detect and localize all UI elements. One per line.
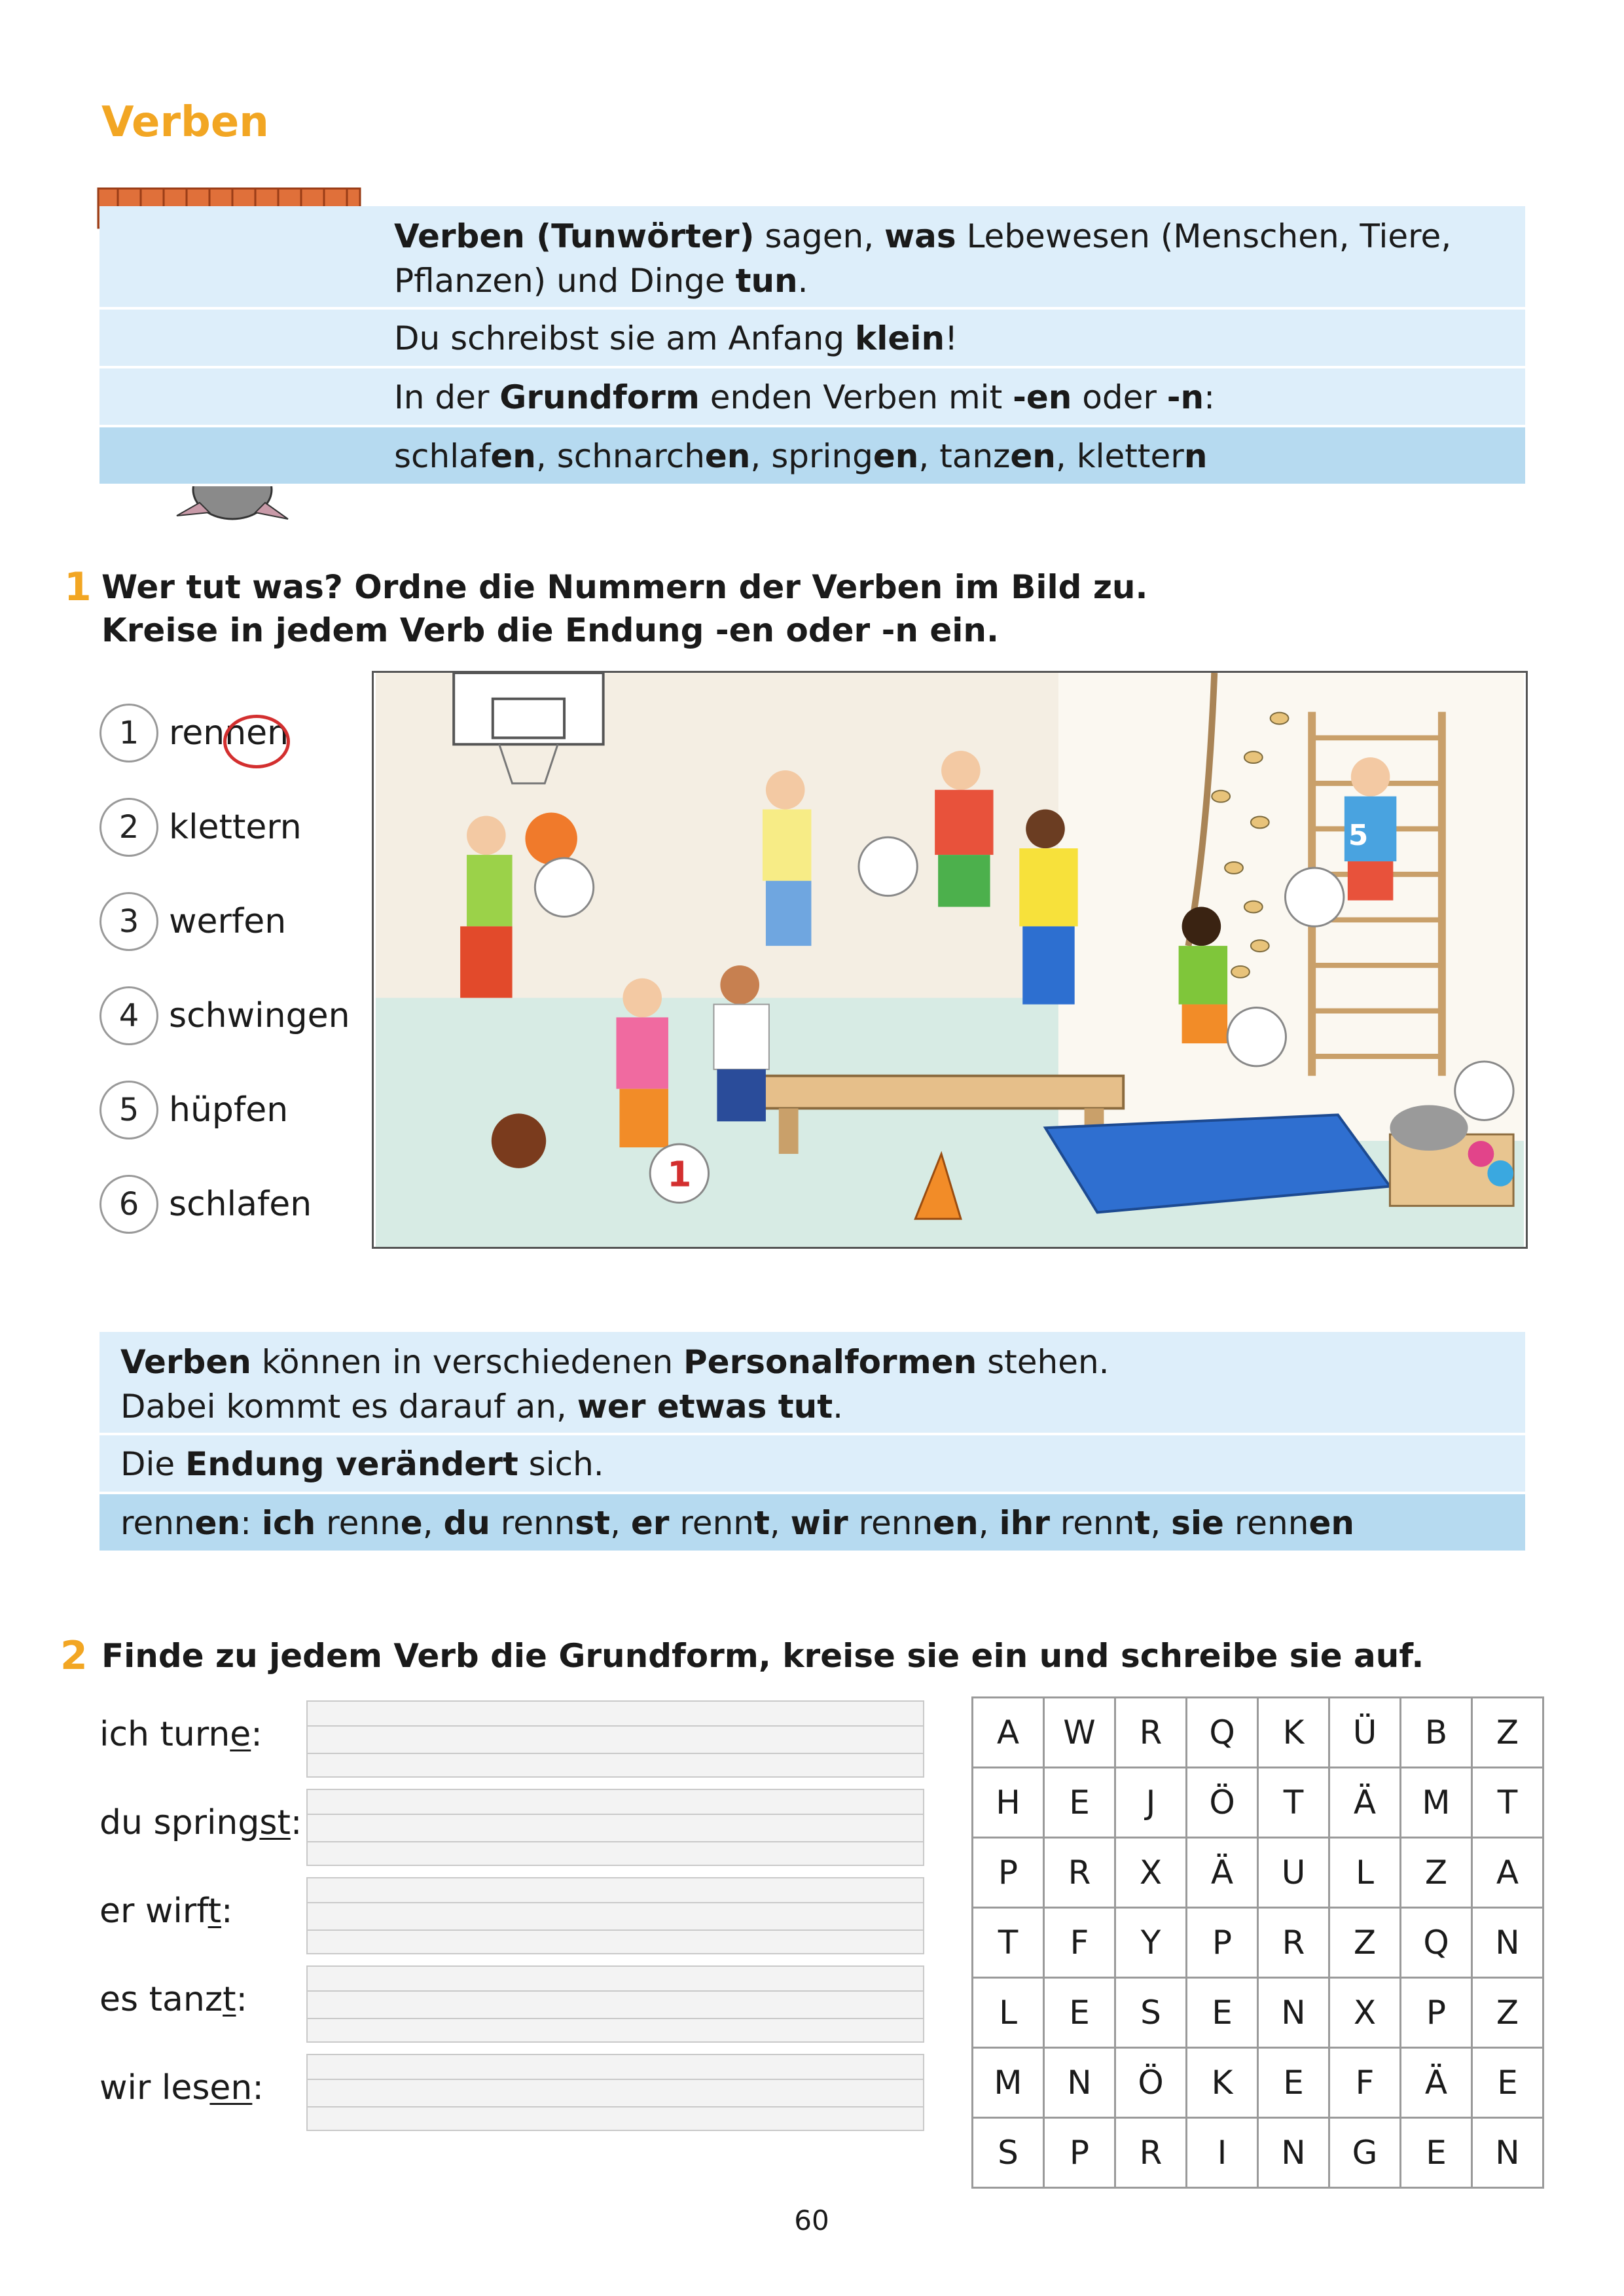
- verb-item: [99, 1081, 374, 1143]
- grid-cell[interactable]: E: [1472, 2048, 1543, 2118]
- grid-cell[interactable]: N: [1472, 1908, 1543, 1978]
- grid-cell[interactable]: H: [973, 1768, 1044, 1838]
- verb-prompt: ich turne:: [99, 1715, 262, 1754]
- grid-cell[interactable]: R: [1258, 1908, 1329, 1978]
- answer-marker: 1: [667, 1153, 692, 1195]
- grid-cell[interactable]: Q: [1401, 1908, 1472, 1978]
- verb-label[interactable]: klettern: [169, 808, 302, 847]
- grid-cell[interactable]: Q: [1187, 1698, 1258, 1768]
- verb-prompt: er wirft:: [99, 1892, 233, 1931]
- verb-item: [99, 892, 374, 955]
- grid-cell[interactable]: L: [1329, 1838, 1401, 1908]
- grid-cell[interactable]: E: [1044, 1978, 1115, 2048]
- verb-label[interactable]: werfen: [169, 902, 287, 941]
- info-row: Verben (Tunwörter) sagen, was Lebewesen (Menschen, Tiere, Pflanzen) und Dinge tun.: [99, 206, 1525, 310]
- grid-cell[interactable]: I: [1187, 2118, 1258, 2188]
- shirt-number: 5: [1348, 819, 1369, 853]
- info-row-conjugation: rennen: ich renne, du rennst, er rennt, wir rennen, ihr rennt, sie rennen: [99, 1494, 1525, 1553]
- grid-cell[interactable]: U: [1258, 1838, 1329, 1908]
- info-row: Verben können in verschiedenen Personalformen stehen. Dabei kommt es darauf an, wer etwas tut.: [99, 1332, 1525, 1435]
- verb-number-circle[interactable]: 4: [99, 986, 158, 1045]
- grid-cell[interactable]: Ö: [1115, 2048, 1187, 2118]
- grid-cell[interactable]: N: [1044, 2048, 1115, 2118]
- grid-cell[interactable]: W: [1044, 1698, 1115, 1768]
- grid-cell[interactable]: P: [1044, 2118, 1115, 2188]
- info-row-examples: schlafen, schnarchen, springen, tanzen, klettern: [99, 427, 1525, 486]
- grid-cell[interactable]: X: [1115, 1838, 1187, 1908]
- grid-row: [973, 2118, 1543, 2188]
- grid-cell[interactable]: X: [1329, 1978, 1401, 2048]
- verb-label[interactable]: schlafen: [169, 1185, 312, 1224]
- grid-cell[interactable]: Z: [1401, 1838, 1472, 1908]
- grid-cell[interactable]: Ü: [1329, 1698, 1401, 1768]
- grid-cell[interactable]: Ä: [1401, 2048, 1472, 2118]
- verb-number-circle[interactable]: 2: [99, 798, 158, 857]
- answer-line[interactable]: [306, 1877, 924, 1954]
- verb-label[interactable]: schwingen: [169, 996, 350, 1035]
- grid-cell[interactable]: P: [1401, 1978, 1472, 2048]
- grid-cell[interactable]: A: [973, 1698, 1044, 1768]
- page-title: Verben: [101, 98, 269, 147]
- grid-row: [973, 1978, 1543, 2048]
- grid-cell[interactable]: Z: [1472, 1978, 1543, 2048]
- grid-row: [973, 1838, 1543, 1908]
- verb-item: [99, 986, 374, 1049]
- grid-cell[interactable]: M: [973, 2048, 1044, 2118]
- grid-cell[interactable]: Ä: [1187, 1838, 1258, 1908]
- answer-line[interactable]: [306, 1789, 924, 1866]
- task-instruction: Wer tut was? Ordne die Nummern der Verben im Bild zu. Kreise in jedem Verb die Endung -en oder -n ein.: [101, 568, 1148, 649]
- answer-circle[interactable]: [1455, 1062, 1513, 1120]
- verb-number-circle[interactable]: 6: [99, 1175, 158, 1234]
- grid-cell[interactable]: Y: [1115, 1908, 1187, 1978]
- grid-cell[interactable]: F: [1044, 1908, 1115, 1978]
- ending-ring: [223, 715, 290, 768]
- verb-number-circle[interactable]: 3: [99, 892, 158, 951]
- gym-scene-illustration: [372, 671, 1528, 1249]
- grid-cell[interactable]: Ä: [1329, 1768, 1401, 1838]
- grid-cell[interactable]: N: [1472, 2118, 1543, 2188]
- page-number: 60: [794, 2204, 829, 2236]
- grid-cell[interactable]: N: [1258, 2118, 1329, 2188]
- verb-item: [99, 1175, 374, 1238]
- grid-cell[interactable]: B: [1401, 1698, 1472, 1768]
- answer-circle[interactable]: [859, 837, 917, 895]
- verb-item: [99, 798, 374, 861]
- grid-cell[interactable]: E: [1401, 2118, 1472, 2188]
- word-search-grid: [971, 1696, 1544, 2189]
- grid-row: [973, 1698, 1543, 1768]
- verb-prompt: wir lesen:: [99, 2068, 264, 2108]
- verb-number-circle[interactable]: 1: [99, 704, 158, 762]
- grid-cell[interactable]: Ö: [1187, 1768, 1258, 1838]
- verb-prompt: es tanzt:: [99, 1980, 248, 2019]
- verb-number-circle[interactable]: 5: [99, 1081, 158, 1139]
- grid-cell[interactable]: K: [1258, 1698, 1329, 1768]
- verb-label-ending[interactable]: nen: [225, 713, 289, 753]
- task-number: 2: [60, 1633, 88, 1679]
- info-row: Du schreibst sie am Anfang klein!: [99, 310, 1525, 368]
- grid-cell[interactable]: N: [1258, 1978, 1329, 2048]
- verb-label[interactable]: hüpfen: [169, 1090, 289, 1130]
- grid-cell[interactable]: M: [1401, 1768, 1472, 1838]
- info-row: In der Grundform enden Verben mit -en oder -n:: [99, 368, 1525, 427]
- child-rope-climber: [1179, 907, 1227, 1044]
- grid-cell[interactable]: Z: [1329, 1908, 1401, 1978]
- grid-cell[interactable]: S: [1115, 1978, 1187, 2048]
- answer-line[interactable]: [306, 1965, 924, 2043]
- grid-cell[interactable]: L: [973, 1978, 1044, 2048]
- grid-cell[interactable]: T: [973, 1908, 1044, 1978]
- grid-cell[interactable]: A: [1472, 1838, 1543, 1908]
- answer-circle[interactable]: [1285, 868, 1343, 926]
- grid-cell[interactable]: T: [1472, 1768, 1543, 1838]
- grid-cell[interactable]: E: [1044, 1768, 1115, 1838]
- grid-cell[interactable]: F: [1329, 2048, 1401, 2118]
- grid-cell[interactable]: T: [1258, 1768, 1329, 1838]
- grid-cell[interactable]: E: [1187, 1978, 1258, 2048]
- grid-row: [973, 1908, 1543, 1978]
- info-row: Die Endung verändert sich.: [99, 1435, 1525, 1494]
- grid-cell[interactable]: K: [1187, 2048, 1258, 2118]
- task-number: 1: [64, 564, 92, 610]
- task-instruction: Finde zu jedem Verb die Grundform, kreise sie ein und schreibe sie auf.: [101, 1637, 1424, 1675]
- grid-cell[interactable]: P: [973, 1838, 1044, 1908]
- grid-cell[interactable]: R: [1115, 2118, 1187, 2188]
- grid-row: [973, 2048, 1543, 2118]
- grid-cell[interactable]: S: [973, 2118, 1044, 2188]
- grid-cell[interactable]: P: [1187, 1908, 1258, 1978]
- answer-circle[interactable]: [1227, 1008, 1286, 1066]
- answer-circle[interactable]: [535, 858, 593, 916]
- verb-prompt: du springst:: [99, 1803, 302, 1842]
- verb-label-stem: ren: [169, 713, 225, 753]
- grid-cell[interactable]: R: [1044, 1838, 1115, 1908]
- grid-cell[interactable]: R: [1115, 1698, 1187, 1768]
- answer-line[interactable]: [306, 1700, 924, 1778]
- answer-line[interactable]: [306, 2054, 924, 2131]
- grid-cell[interactable]: E: [1258, 2048, 1329, 2118]
- verb-item: [99, 704, 374, 766]
- grid-cell[interactable]: J: [1115, 1768, 1187, 1838]
- child-climbing: [1344, 757, 1396, 901]
- grid-cell[interactable]: Z: [1472, 1698, 1543, 1768]
- grid-row: [973, 1768, 1543, 1838]
- grid-cell[interactable]: G: [1329, 2118, 1401, 2188]
